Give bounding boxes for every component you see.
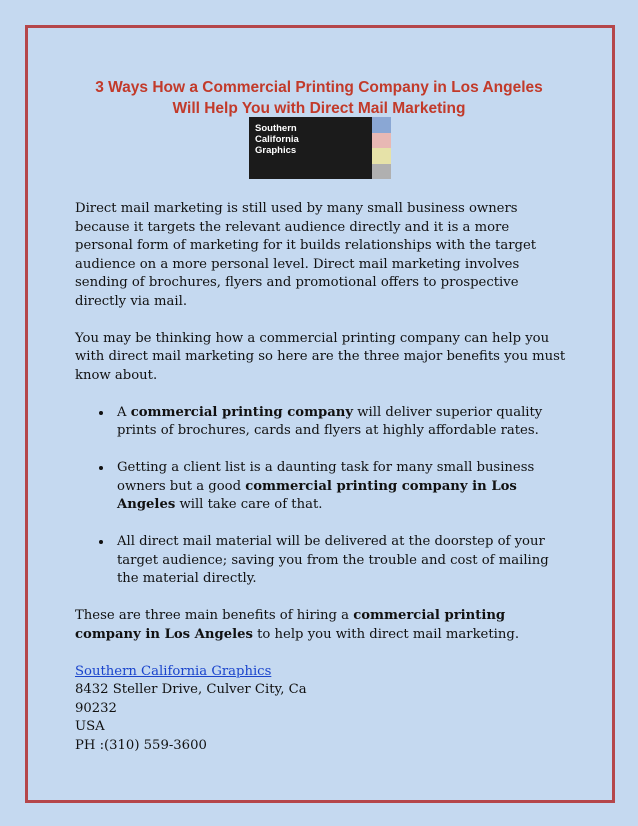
document-body [75,200,567,755]
logo-line-3: Graphics [255,145,297,156]
bullet-text: A [117,404,131,420]
address-country: USA [75,719,105,734]
closing-paragraph [75,607,567,644]
logo-strip-yellow [372,148,391,164]
address-street: 8432 Steller Drive, Culver City, Ca [75,682,307,697]
bullet-text: will deliver superior quality prints of brochures, cards and flyers at highly affordable rates. [117,404,543,438]
list-item [113,533,567,589]
title-line-1: 3 Ways How a Commercial Printing Company in Los Angeles [95,79,543,96]
logo-text-block [249,117,372,179]
company-link[interactable]: Southern California Graphics [75,663,272,679]
bullet-text: will take care of that. [175,497,323,512]
document-title [60,77,578,119]
closing-bold-text: commercial printing company in Los Angeles [75,608,506,642]
bullet-text: Getting a client list is a daunting task for many small business owners but a good [117,460,535,494]
closing-text: These are three main benefits of hiring a [75,608,354,623]
logo-line-1: Southern [255,123,297,134]
benefits-intro-paragraph: You may be thinking how a commercial printing company can help you with direct mail marketing so here are the three major benefits you must know about. [75,330,566,383]
bullet-bold-text: commercial printing company [130,404,354,420]
benefits-list [75,404,567,589]
company-logo [249,117,391,179]
list-item [113,404,567,441]
list-item [113,459,567,515]
logo-strip-gray [372,164,391,180]
title-line-2: Will Help You with Direct Mail Marketing [172,100,466,117]
contact-block [75,663,567,756]
logo-line-2: California [255,134,299,145]
address-zip: 90232 [75,700,117,716]
intro-paragraph: Direct mail marketing is still used by many small business owners because it targets the relevant audience directly and it is a more personal form of marketing for it builds relationships with the target audience on a more personal level. Direct mail marketing involves sending of brochures, flyers and promotional offers to prospective directly via mail. [75,201,537,309]
logo-color-strips [372,117,391,179]
logo-strip-blue [372,117,391,133]
closing-text: to help you with direct mail marketing. [252,626,520,642]
bullet-text: All direct mail material will be delivered at the doorstep of your target audience; saving you from the trouble and cost of mailing the material directly. [117,534,549,586]
phone-number: PH :(310) 559-3600 [75,737,207,753]
logo-strip-pink [372,133,391,149]
bullet-bold-text: commercial printing company in Los Angeles [117,478,517,512]
